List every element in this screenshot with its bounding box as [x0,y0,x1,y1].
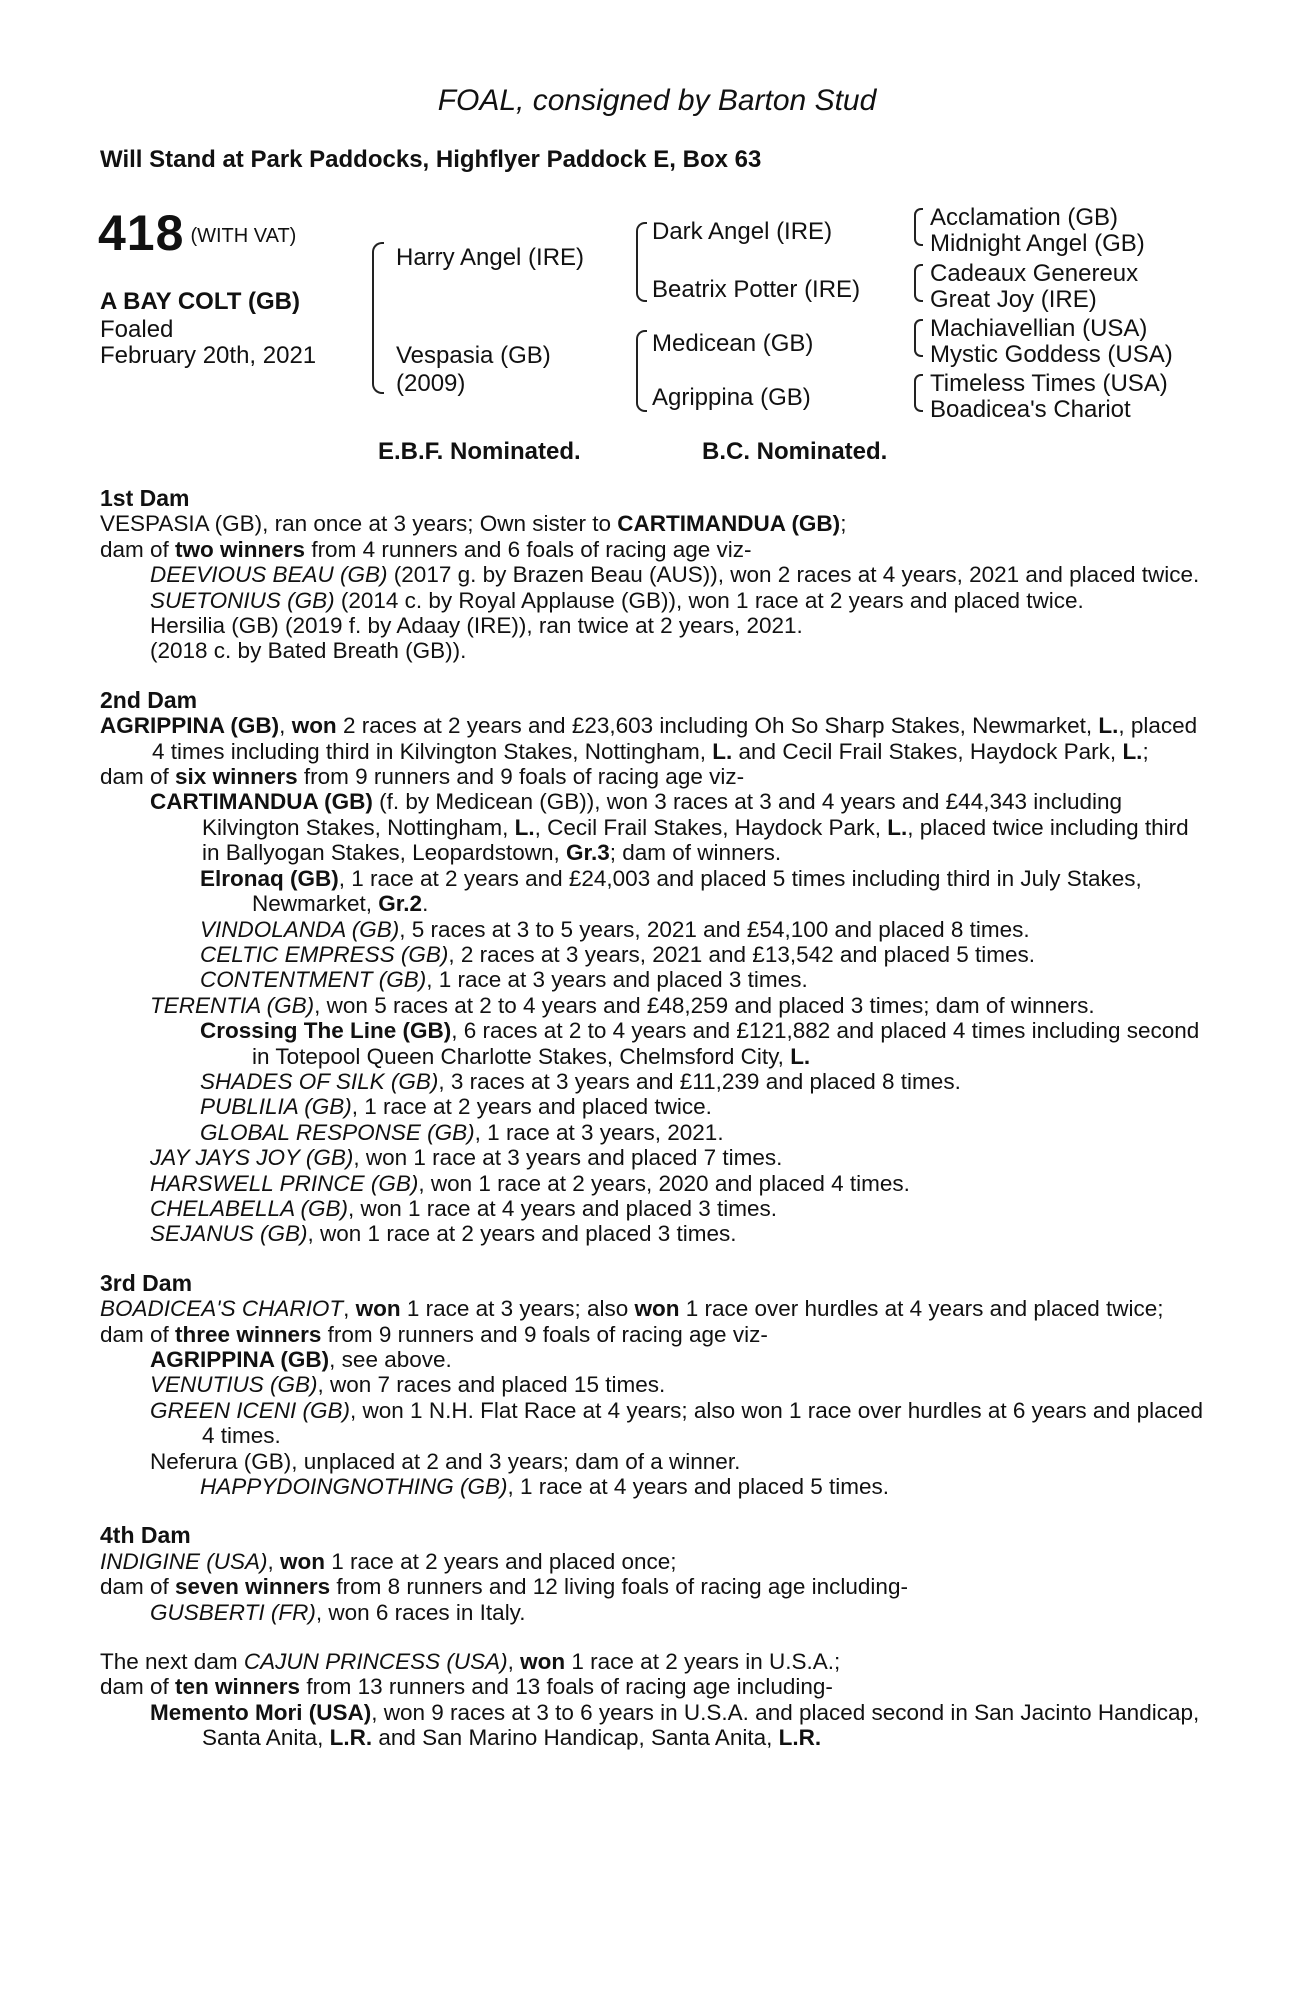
text-run: ; [840,511,847,537]
horse-name: SEJANUS (GB) [150,1221,308,1247]
lot-description: A BAY COLT (GB) [100,288,301,315]
text-run: (2014 c. by Royal Applause (GB)), won 1 race at 2 years and placed twice. [334,587,1084,613]
text-run: , won 1 race at 2 years, 2020 and placed 4 times. [418,1170,910,1196]
horse-name: AGRIPPINA (GB) [100,713,280,739]
dam-name: Vespasia (GB) [396,342,551,369]
text-run: , 1 race at 3 years and placed 3 times. [426,967,808,993]
produce-summary [100,1674,1210,1699]
foaled-label: Foaled [100,316,174,343]
offspring-entry [100,789,1210,865]
text-run: , [343,1296,356,1322]
offspring-entry: (2018 c. by Bated Breath (GB)). [150,638,467,664]
text-run: , 5 races at 3 to 5 years, 2021 and £54,100 and placed 8 times. [399,916,1030,942]
text-run: from 4 runners and 6 foals of racing age viz- [305,536,752,562]
grand-offspring-entry [100,917,1210,942]
offspring-entry [100,1171,1210,1196]
horse-name: TERENTIA (GB) [150,992,315,1018]
won-label: won [280,1548,326,1574]
grand-offspring-entry [100,1069,1210,1094]
horse-name: HAPPYDOINGNOTHING (GB) [200,1474,508,1500]
grade-label: L.R. [329,1725,373,1751]
text-run: , 1 race at 2 years and £24,003 and placed 5 times including third in July Stakes, Newmarket, [252,865,1142,917]
text-run: dam of [100,1574,176,1600]
gen3-name: Great Joy (IRE) [930,286,1097,313]
pedigree-brace-g3-2 [914,264,923,302]
text-run: , won 1 race at 4 years and placed 3 times. [348,1195,777,1221]
gen3-name: Mystic Goddess (USA) [930,341,1173,368]
offspring-entry [100,562,1210,587]
horse-name: Elronaq (GB) [200,865,339,891]
grade-label: L. [887,814,908,840]
horse-name: CARTIMANDUA (GB) [617,511,841,537]
horse-name: VENUTIUS (GB) [150,1372,318,1398]
horse-name: DEEVIOUS BEAU (GB) [150,562,388,588]
vat-label: (WITH VAT) [190,225,297,248]
gen3-name: Acclamation (GB) [930,204,1119,231]
horse-name: GREEN ICENI (GB) [150,1397,351,1423]
winners-count: seven winners [175,1574,331,1600]
text-run: from 8 runners and 12 living foals of racing age including- [330,1574,908,1600]
grand-offspring-entry [100,1094,1210,1119]
offspring-entry [100,1600,1210,1625]
section-heading: 1st Dam [100,485,190,511]
horse-name: SHADES OF SILK (GB) [200,1068,439,1094]
section-heading: 4th Dam [100,1522,191,1549]
grade-label: L. [1098,713,1119,739]
horse-name: INDIGINE (USA) [100,1548,268,1574]
text-run: , see above. [329,1347,452,1372]
produce-summary [100,1574,1210,1599]
gen3-name: Timeless Times (USA) [930,370,1168,397]
horse-name: CHELABELLA (GB) [150,1195,348,1221]
text-run: from 9 runners and 9 foals of racing age viz- [297,764,745,790]
grade-label: L. [712,738,733,764]
offspring-entry [100,1372,1210,1397]
horse-name: CAJUN PRINCESS (USA) [243,1649,508,1675]
text-run: , Cecil Frail Stakes, Haydock Park, [534,814,888,840]
text-run: ; dam of winners. [609,840,782,866]
offspring-entry [100,1347,1210,1372]
horse-name: AGRIPPINA (GB) [150,1347,330,1372]
offspring-entry [100,1221,1210,1246]
text-run: , won 6 races in Italy. [315,1599,526,1625]
grade-label: L.R. [778,1725,822,1751]
text-run: , placed twice including third in Ballyogan Stakes, Leopardstown, [202,814,1189,866]
sire-sire-name: Dark Angel (IRE) [652,218,833,245]
grand-offspring-entry [100,942,1210,967]
offspring-entry [100,1700,1210,1751]
pedigree-brace-gen1 [372,242,384,394]
horse-name: SUETONIUS (GB) [150,587,335,613]
section-heading: 2nd Dam [100,686,198,713]
text-run: , won 1 N.H. Flat Race at 4 years; also won 1 race over hurdles at 6 years and placed 4 times. [202,1397,1203,1449]
horse-name: JAY JAYS JOY (GB) [150,1145,354,1171]
grade-label: L. [790,1043,811,1069]
text-run: , 1 race at 3 years, 2021. [474,1119,724,1145]
dam-entry [100,511,1210,536]
text-run: from 9 runners and 9 foals of racing age viz- [321,1321,768,1347]
pedigree-brace-g3-1 [914,208,923,246]
grade-label: Gr.2 [378,891,423,917]
text-run: , [267,1548,281,1574]
text-run: , 2 races at 3 years, 2021 and £13,542 and placed 5 times. [448,941,1036,967]
horse-name: CARTIMANDUA (GB) [150,789,373,815]
text-run: 1 race over hurdles at 4 years and placed twice; [679,1296,1164,1322]
text-run: , 3 races at 3 years and £11,239 and placed 8 times. [438,1068,961,1094]
horse-name: Memento Mori (USA) [150,1699,372,1725]
horse-name: CELTIC EMPRESS (GB) [200,941,449,967]
sire-name: Harry Angel (IRE) [396,244,585,271]
grade-label: L. [1122,738,1143,764]
grade-label: L. [514,814,535,840]
text-run: , 1 race at 4 years and placed 5 times. [507,1474,889,1500]
text-run: and Cecil Frail Stakes, Haydock Park, [732,738,1123,764]
text-run: 1 race at 2 years and placed once; [325,1548,677,1574]
offspring-entry [100,1196,1210,1221]
text-run: dam of [100,536,176,562]
bc-nomination: B.C. Nominated. [702,438,888,465]
horse-name: CONTENTMENT (GB) [200,967,427,993]
offspring-entry: Hersilia (GB) (2019 f. by Adaay (IRE)), ran twice at 2 years, 2021. [150,613,803,639]
offspring-entry [100,1398,1210,1449]
won-label: won [634,1296,680,1322]
text-run: dam of [100,1321,176,1347]
grand-offspring-entry [100,1120,1210,1145]
text-run: 1 race at 3 years; also [400,1296,635,1322]
won-label: won [355,1296,401,1322]
winners-count: ten winners [175,1674,301,1700]
offspring-entry [100,1145,1210,1170]
lot-number [98,204,296,262]
pedigree-brace-g3-3 [914,319,923,357]
horse-name: GUSBERTI (FR) [150,1599,316,1625]
catalogue-heading: FOAL, consigned by Barton Stud [437,84,877,117]
gen3-name: Machiavellian (USA) [930,315,1148,342]
horse-name: BOADICEA'S CHARIOT [100,1296,344,1322]
text-run: , 6 races at 2 to 4 years and £121,882 and placed 4 times including second in Totepool Queen Charlotte Stakes, Chelmsford City, [252,1018,1200,1069]
pedigree-brace-g3-4 [914,374,923,412]
dam-dam-name: Agrippina (GB) [652,384,811,411]
sire-dam-name: Beatrix Potter (IRE) [652,276,861,303]
produce-summary [100,764,1210,789]
offspring-entry [100,588,1210,613]
stand-location: Will Stand at Park Paddocks, Highflyer Paddock E, Box 63 [100,146,762,173]
dam-year: (2009) [396,370,466,397]
lot-number-value: 418 [98,205,185,261]
pedigree-brace-dam [636,330,647,412]
text-run: , [279,713,292,739]
dam-entry [100,1649,1210,1674]
horse-name: PUBLILIA (GB) [200,1094,352,1120]
ebf-nomination: E.B.F. Nominated. [378,438,581,465]
text-run: The next dam [100,1649,244,1675]
text-run: from 13 runners and 13 foals of racing age including- [300,1674,833,1700]
text-run: ; [1142,738,1149,764]
text-run: 2 races at 2 years and £23,603 including Oh So Sharp Stakes, Newmarket, [336,713,1099,739]
dam-sire-name: Medicean (GB) [652,330,814,357]
grade-label: Gr.3 [565,840,610,866]
text-run: , [507,1649,521,1675]
winners-count: three winners [175,1321,322,1347]
produce-summary [100,1322,1210,1347]
text-run: , won 1 race at 3 years and placed 7 times. [353,1145,783,1171]
text-run: dam of [100,764,176,790]
section-heading: 3rd Dam [100,1269,193,1296]
text-run: , won 5 races at 2 to 4 years and £48,259 and placed 3 times; dam of winners. [314,992,1095,1018]
gen3-name: Midnight Angel (GB) [930,230,1145,257]
text-run: dam of [100,1674,176,1700]
text-run: (f. by Medicean (GB)), won 3 races at 3 and 4 years and £44,343 including Kilvington Stakes, Nottingham, [202,789,1123,840]
text-run: , won 7 races and placed 15 times. [317,1372,666,1398]
gen3-name: Boadicea's Chariot [930,396,1131,423]
won-label: won [520,1649,566,1675]
text-run: , won 9 races at 3 to 6 years in U.S.A. and placed second in San Jacinto Handicap, Santa Anita, [202,1699,1200,1751]
horse-name: HARSWELL PRINCE (GB) [150,1170,419,1196]
grand-offspring-entry [100,1474,1210,1499]
foaled-date: February 20th, 2021 [100,342,317,369]
text-run: VESPASIA (GB), ran once at 3 years; Own sister to [100,511,618,537]
grand-offspring-entry [100,967,1210,992]
offspring-entry: Neferura (GB), unplaced at 2 and 3 years; dam of a winner. [150,1448,741,1474]
text-run: and San Marino Handicap, Santa Anita, [372,1725,779,1751]
gen3-name: Cadeaux Genereux [930,260,1139,287]
dam-produce-record [100,486,1210,1751]
dam-entry [100,1296,1210,1321]
text-run: 1 race at 2 years in U.S.A.; [565,1649,841,1675]
grand-offspring-entry [100,1018,1210,1069]
text-run: . [422,891,429,917]
produce-summary [100,537,1210,562]
winners-count: six winners [175,764,298,790]
dam-entry [100,1549,1210,1574]
horse-name: Crossing The Line (GB) [200,1018,452,1044]
winners-count: two winners [175,536,306,562]
horse-name: GLOBAL RESPONSE (GB) [200,1119,475,1145]
dam-entry [100,713,1210,764]
text-run: , won 1 race at 2 years and placed 3 times. [307,1221,737,1247]
text-run: , placed 4 times including third in Kilvington Stakes, Nottingham, [152,713,1198,764]
grand-offspring-entry [100,866,1210,917]
pedigree-brace-sire [636,222,647,302]
text-run: , 1 race at 2 years and placed twice. [351,1094,712,1120]
won-label: won [291,713,337,739]
text-run: (2017 g. by Brazen Beau (AUS)), won 2 races at 4 years, 2021 and placed twice. [387,562,1200,588]
horse-name: VINDOLANDA (GB) [200,916,400,942]
offspring-entry [100,993,1210,1018]
